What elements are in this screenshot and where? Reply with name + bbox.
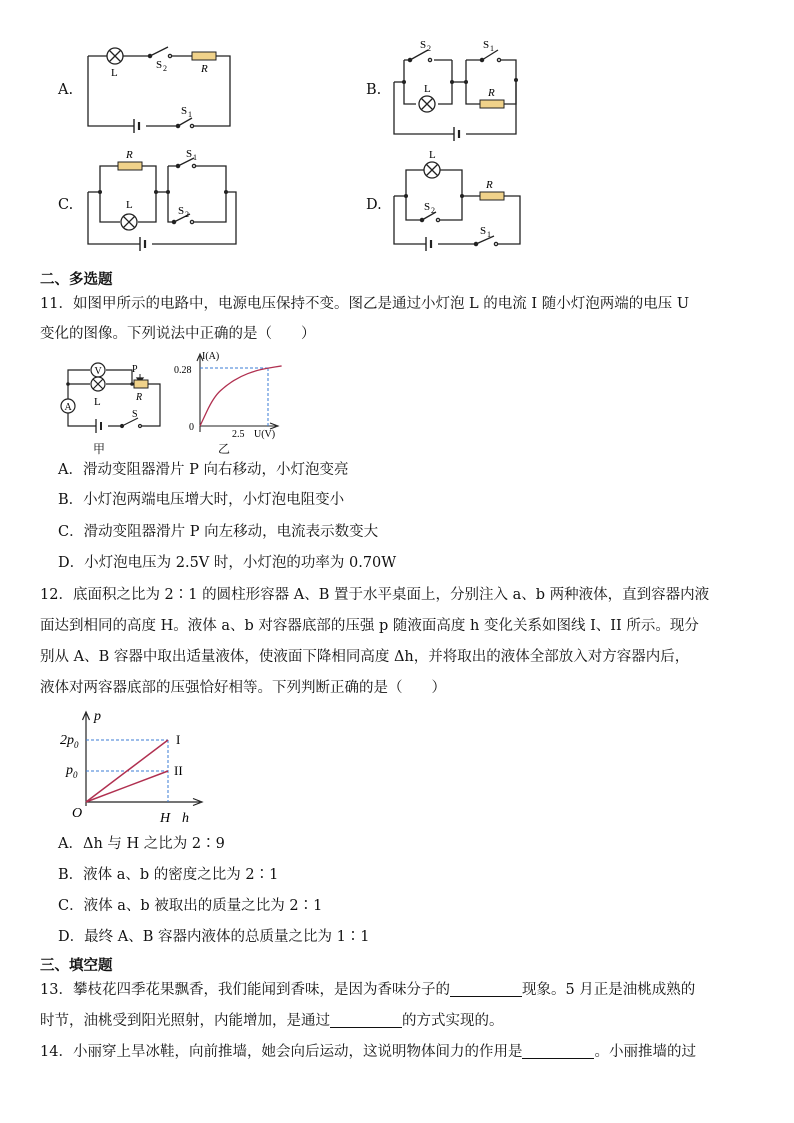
q12-series-label-I: I: [176, 732, 181, 747]
q12-y-tick-2p0: $2p_0$: [60, 733, 79, 750]
q11-stem-line1: 11．如图甲所示的电路中，电源电压保持不变。图乙是通过小灯泡 L 的电流 I 随小灯泡两端的电压 U: [40, 296, 690, 312]
label-S: S: [483, 39, 490, 51]
q13-line1-text-a: 13．攀枝花四季花果飘香，我们能闻到香味，是因为香味分子的: [40, 982, 450, 998]
option-a-label: A.: [58, 82, 74, 98]
q11-y-tick: 0.28: [174, 365, 192, 376]
label-P: P: [132, 364, 138, 375]
label-S: S: [480, 225, 487, 237]
label-L: L: [424, 83, 431, 95]
ammeter-label: A: [64, 402, 72, 413]
q12-ylabel: p: [94, 709, 101, 724]
label-sub: 1: [487, 230, 491, 239]
circuit-a: [80, 38, 240, 134]
label-S: S: [424, 201, 431, 213]
section-heading-fill-blank: 三、填空题: [40, 957, 113, 974]
q12-stem-line1: 12．底面积之比为 2∶1 的圆柱形容器 A、B 置于水平桌面上，分别注入 a、b 两种液体，直到容器内液: [40, 587, 710, 603]
label-sub: 1: [490, 44, 494, 53]
q12-origin: O: [72, 806, 83, 821]
q11-option-a: A．滑动变阻器滑片 P 向右移动，小灯泡变亮: [58, 462, 349, 478]
q13-blank-1[interactable]: [450, 982, 522, 997]
q14-blank-1[interactable]: [522, 1044, 594, 1059]
q11-option-d: D．小灯泡电压为 2.5V 时，小灯泡的功率为 0.70W: [58, 555, 397, 571]
label-L: L: [429, 149, 436, 161]
option-d-label: D.: [366, 197, 382, 213]
q12-option-a: A．Δh 与 H 之比为 2∶9: [58, 836, 225, 852]
label-sub: 1: [188, 110, 192, 119]
q13-line2: [40, 1011, 504, 1031]
q11-origin: 0: [189, 422, 194, 433]
q12-x-tick: H: [160, 811, 171, 826]
label-S: S: [178, 205, 185, 217]
q14-line1-text-b: 。小丽推墙的过: [594, 1044, 696, 1060]
q11-stem-line2: 变化的图像。下列说法中正确的是（ ）: [40, 326, 316, 342]
q12-stem-line3: 别从 A、B 容器中取出适量液体，使液面下降相同高度 Δh，并将取出的液体全部放入对方容器内后，: [40, 649, 690, 665]
q13-line1: [40, 980, 695, 1000]
q11-figure-caption-jia: 甲: [93, 442, 106, 456]
option-c-label: C.: [58, 197, 74, 213]
q12-stem-line2: 面达到相同的高度 H。液体 a、b 对容器底部的压强 p 随液面高度 h 变化关系如图线 I、II 所示。现分: [40, 618, 699, 634]
label-S: S: [181, 105, 188, 117]
q12-stem-line4: 液体对两容器底部的压强恰好相等。下列判断正确的是（ ）: [40, 680, 446, 696]
q11-figure-caption-yi: 乙: [218, 442, 231, 456]
q13-line2-text-a: 时节，油桃受到阳光照射，内能增加，是通过: [40, 1013, 330, 1029]
label-sub: 2: [185, 210, 189, 219]
q11-xlabel: U(V): [254, 429, 276, 440]
q13-line2-text-b: 的方式实现的。: [402, 1013, 504, 1029]
q14-line1: [40, 1042, 696, 1062]
q13-line1-text-b: 现象。5 月正是油桃成熟的: [521, 982, 696, 998]
q11-graph-yi: [168, 348, 288, 440]
label-sub: 2: [163, 64, 167, 73]
q12-option-c: C．液体 a、b 被取出的质量之比为 2∶1: [58, 898, 323, 914]
label-R: R: [136, 392, 143, 403]
label-L: L: [111, 67, 118, 79]
label-sub: 1: [193, 153, 197, 162]
q14-line1-text-a: 14．小丽穿上旱冰鞋，向前推墙，她会向后运动，这说明物体间力的作用是: [40, 1044, 523, 1060]
q11-option-b: B．小灯泡两端电压增大时，小灯泡电阻变小: [58, 492, 345, 508]
voltmeter-label: V: [94, 366, 102, 377]
q12-graph: [58, 704, 208, 828]
circuit-b: [386, 36, 536, 142]
q11-circuit-jia: [56, 354, 166, 434]
q11-ylabel: I(A): [202, 351, 220, 362]
q12-line-series-2: [86, 771, 168, 802]
q12-xlabel: h: [182, 811, 189, 826]
q11-option-c: C．滑动变阻器滑片 P 向左移动，电流表示数变大: [58, 524, 379, 540]
q12-option-d: D．最终 A、B 容器内液体的总质量之比为 1∶1: [58, 929, 370, 945]
section-heading-multiple-choice: 二、多选题: [40, 271, 113, 288]
label-L: L: [94, 396, 101, 408]
q11-x-tick: 2.5: [232, 429, 245, 440]
q12-series-label-II: II: [174, 763, 183, 778]
circuit-c: [80, 148, 240, 252]
label-S: S: [420, 39, 427, 51]
label-S: S: [132, 409, 138, 420]
option-b-label: B.: [366, 82, 382, 98]
q12-y-tick-p0: $p_0$: [66, 763, 78, 780]
q13-blank-2[interactable]: [330, 1013, 402, 1028]
label-R: R: [201, 63, 208, 75]
label-S: S: [186, 148, 193, 160]
q11-iu-curve: [200, 366, 282, 426]
label-R: R: [126, 149, 133, 161]
circuit-d: [386, 148, 536, 254]
label-sub: 2: [431, 206, 435, 215]
label-S: S: [156, 59, 163, 71]
label-L: L: [126, 199, 133, 211]
label-sub: 2: [427, 44, 431, 53]
label-R: R: [486, 179, 493, 191]
label-R: R: [488, 87, 495, 99]
q12-option-b: B．液体 a、b 的密度之比为 2∶1: [58, 867, 279, 883]
